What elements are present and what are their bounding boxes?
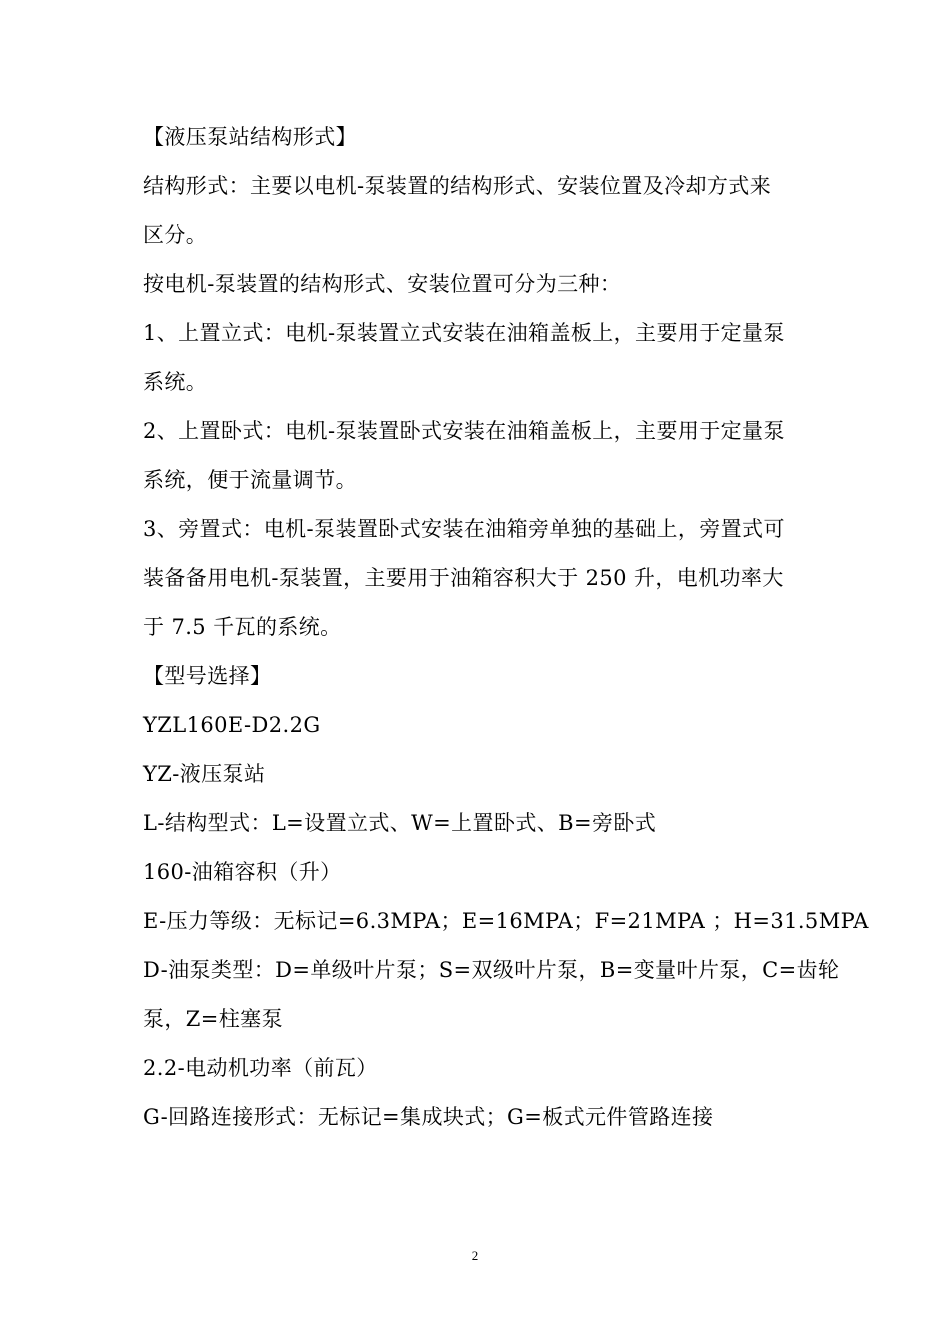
- list-item-3-cont: 于 7.5 千瓦的系统。: [143, 615, 342, 639]
- model-field: D-油泵类型：D=单级叶片泵；S=双级叶片泵，B=变量叶片泵，C=齿轮: [143, 958, 840, 982]
- document-body: [143, 113, 869, 1142]
- model-field: L-结构型式：L=设置立式、W=上置卧式、B=旁卧式: [143, 811, 657, 835]
- paragraph-line: 结构形式：主要以电机-泵装置的结构形式、安装位置及冷却方式来: [143, 174, 772, 198]
- list-item-1-cont: 系统。: [143, 370, 208, 394]
- model-field: 160-油箱容积（升）: [143, 860, 342, 884]
- paragraph-line: 按电机-泵装置的结构形式、安装位置可分为三种：: [143, 272, 622, 296]
- list-item-2-cont: 系统，便于流量调节。: [143, 468, 357, 492]
- list-item-3-cont: 装备备用电机-泵装置，主要用于油箱容积大于 250 升，电机功率大: [143, 566, 784, 590]
- model-field: G-回路连接形式：无标记=集成块式；G=板式元件管路连接: [143, 1105, 714, 1129]
- model-field: E-压力等级：无标记=6.3MPA；E=16MPA；F=21MPA ；H=31.5MPA: [143, 909, 869, 933]
- list-item-3: 3、旁置式：电机-泵装置卧式安装在油箱旁单独的基础上，旁置式可: [143, 517, 785, 541]
- page-number: 2: [471, 1248, 479, 1263]
- list-item-2: 2、上置卧式：电机-泵装置卧式安装在油箱盖板上，主要用于定量泵: [143, 419, 785, 443]
- list-item-1: 1、上置立式：电机-泵装置立式安装在油箱盖板上，主要用于定量泵: [143, 321, 785, 345]
- model-field: YZ-液压泵站: [143, 762, 266, 786]
- model-field: 2.2-电动机功率（前瓦）: [143, 1056, 378, 1080]
- section-heading-structure: 【液压泵站结构形式】: [143, 125, 357, 149]
- model-field-cont: 泵，Z=柱塞泵: [143, 1007, 283, 1031]
- model-code: YZL160E-D2.2G: [143, 713, 321, 737]
- section-heading-model: 【型号选择】: [143, 664, 272, 688]
- paragraph-line: 区分。: [143, 223, 208, 247]
